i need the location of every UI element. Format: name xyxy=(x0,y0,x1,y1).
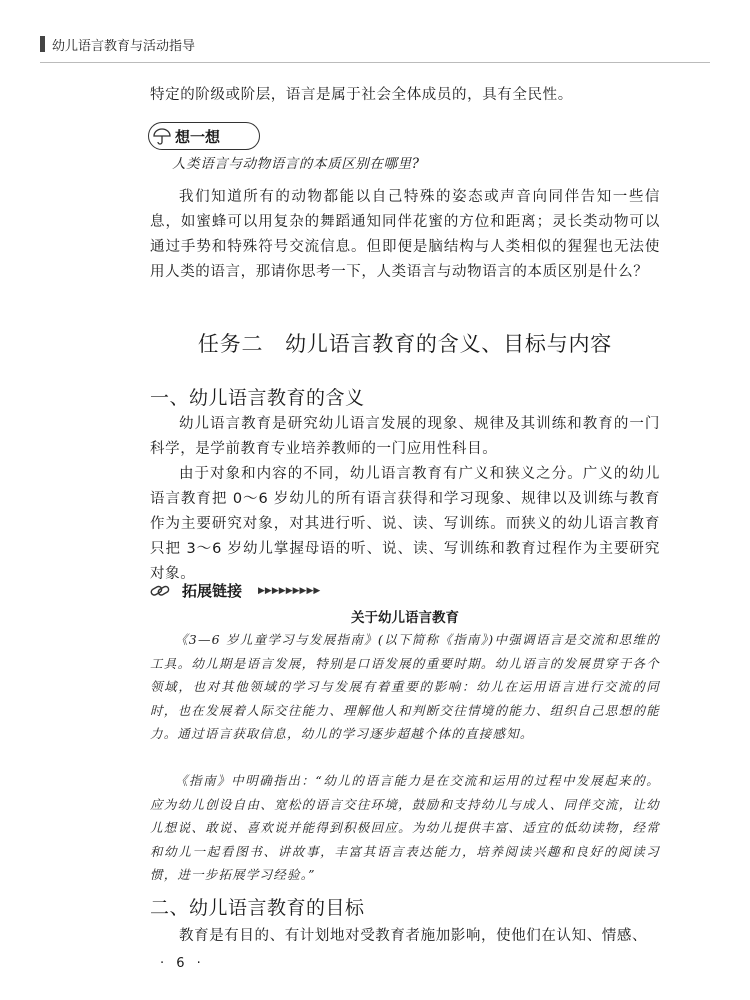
section1-heading: 一、幼儿语言教育的含义 xyxy=(150,387,365,409)
section1-paragraph-2: 由于对象和内容的不同，幼儿语言教育有广义和狭义之分。广义的幼儿语言教育把 0～6 岁幼儿的所有语言获得和学习现象、规律以及训练与教育作为主要研究对象，对其进行听、说、读、写训练。而狭义的幼儿语言教育只把 3～6 岁幼儿掌握母语的听、说、读、写训练和教育过程作为主要研究对象。 xyxy=(150,466,660,582)
extension-label: 拓展链接 xyxy=(182,582,243,600)
extension-paragraph-2: 《指南》中明确指出：“幼儿的语言能力是在交流和运用的过程中发展起来的。应为幼儿创设自由、宽松的语言交往环境，鼓励和支持幼儿与成人、同伴交流，让幼儿想说、敢说、喜欢说并能得到积极回应。为幼儿提供丰富、适宜的低幼读物，经常和幼儿一起看图书、讲故事，丰富其语言表达能力，培养阅读兴趣和良好的阅读习惯，进一步拓展学习经验。” xyxy=(150,773,660,882)
umbrella-icon xyxy=(149,123,175,149)
extension-arrows: ▶▶▶▶▶▶▶▶▶ xyxy=(258,585,321,596)
page-number: · 6 · xyxy=(160,956,205,971)
think-question: 人类语言与动物语言的本质区别在哪里? xyxy=(172,156,420,172)
think-body: 我们知道所有的动物都能以自己特殊的姿态或声音向同伴告知一些信息，如蜜蜂可以用复杂的舞蹈通知同伴花蜜的方位和距离；灵长类动物可以通过手势和特殊符号交流信息。但即便是脑结构与人类相似的猩猩也无法使用人类的语言，那请你思考一下，人类语言与动物语言的本质区别是什么？ xyxy=(150,189,660,280)
task-title: 任务二 幼儿语言教育的含义、目标与内容 xyxy=(197,332,613,356)
header-bar xyxy=(40,36,45,52)
section1-paragraph-1: 幼儿语言教育是研究幼儿语言发展的现象、规律及其训练和教育的一门科学，是学前教育专业培养教师的一门应用性科目。 xyxy=(150,416,660,457)
extension-title: 关于幼儿语言教育 xyxy=(351,610,459,626)
think-badge xyxy=(148,122,260,150)
running-header xyxy=(40,34,195,54)
link-icon xyxy=(150,583,170,599)
section2-heading: 二、幼儿语言教育的目标 xyxy=(150,897,365,919)
extension-heading xyxy=(150,580,320,601)
header-divider xyxy=(40,62,710,63)
think-label: 想一想 xyxy=(175,127,221,146)
section2-paragraph-1: 教育是有目的、有计划地对受教育者施加影响，使他们在认知、情感、 xyxy=(179,928,648,944)
header-title: 幼儿语言教育与活动指导 xyxy=(52,38,196,54)
intro-line: 特定的阶级或阶层，语言是属于社会全体成员的，具有全民性。 xyxy=(150,87,573,103)
extension-paragraph-1: 《3—6 岁儿童学习与发展指南》(以下简称《指南》)中强调语言是交流和思维的工具。幼儿期是语言发展，特别是口语发展的重要时期。幼儿语言的发展贯穿于各个领域，也对其他领域的学习与发展有着重要的影响：幼儿在运用语言进行交流的同时，也在发展着人际交往能力、理解他人和判断交往情境的能力、组织自己思想的能力。通过语言获取信息，幼儿的学习逐步超越个体的直接感知。 xyxy=(150,632,660,741)
